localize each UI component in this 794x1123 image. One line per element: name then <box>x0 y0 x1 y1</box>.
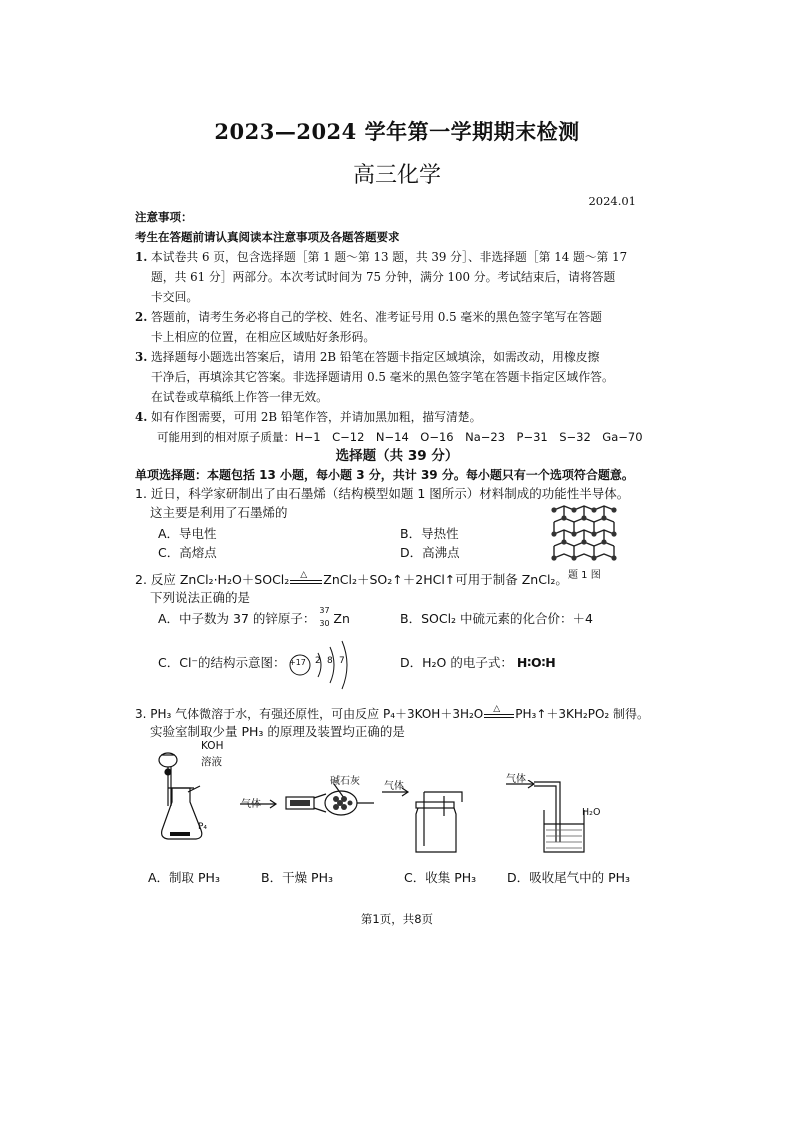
q2-heating-arrow <box>289 569 323 588</box>
q1-stem-2: 这主要是利用了石墨烯的 <box>150 505 288 520</box>
notice-item-number: 3. <box>135 350 148 364</box>
notice-item-2 <box>135 307 665 347</box>
notice-line: 答题前，请考生务必将自己的学校、姓名、准考证号用 0.5 毫米的黑色签字笔写在答题 <box>151 310 602 324</box>
shell-electrons-1: 2 <box>315 656 321 666</box>
q1-figure-caption: 题 1 图 <box>568 570 601 581</box>
section-heading: 选择题（共 39 分） <box>335 448 459 464</box>
q2-option-b: B．SOCl₂ 中硫元素的化合价：＋4 <box>400 611 593 626</box>
equals-sign <box>484 714 514 718</box>
shell-electrons-2: 8 <box>327 656 333 666</box>
q2-option-c: C．Cl⁻的结构示意图： <box>158 655 286 670</box>
q3-option-c: C．收集 PH₃ <box>404 870 477 885</box>
notice-block <box>135 207 665 447</box>
notice-line: 选择题每小题选出答案后，请用 2B 铅笔在答题卡指定区域填涂，如需改动，用橡皮擦 <box>151 350 600 364</box>
atomic-masses: 可能用到的相对原子质量：H−1 C−12 N−14 O−16 Na−23 P−31 S−32 Ga−70 <box>157 430 643 444</box>
notice-item-1 <box>135 247 665 307</box>
apparatus-d-absorption-beaker <box>504 780 594 856</box>
label-solution: 溶液 <box>201 756 222 768</box>
electron-formula: H∶O∶H <box>516 655 556 670</box>
notice-line: 如有作图需要，可用 2B 铅笔作答，并请加黑加粗，描写清楚。 <box>151 410 482 424</box>
label-soda-lime: 碱石灰 <box>330 776 360 787</box>
element-symbol: Zn <box>333 611 350 626</box>
subject-title: 高三化学 <box>352 163 441 188</box>
delta-icon: △ <box>493 703 501 714</box>
shell-electrons-3: 7 <box>339 656 345 666</box>
q1-option-d: D．高沸点 <box>400 545 460 560</box>
apparatus-b-drying-tube <box>238 782 378 822</box>
label-koh: KOH <box>201 740 224 752</box>
notice-line: 本试卷共 6 页，包含选择题［第 1 题～第 13 题，共 39 分］、非选择题［第 14 题～第 17 <box>151 250 628 264</box>
notice-line: 在试卷或草稿纸上作答一律无效。 <box>151 390 328 404</box>
notice-item-number: 1. <box>135 250 148 264</box>
q3-option-b: B．干燥 PH₃ <box>261 870 333 885</box>
mass-number: 37 <box>319 605 330 615</box>
nucleus-charge: +17 <box>289 658 306 667</box>
notice-heading: 注意事项： <box>135 210 193 224</box>
label-gas-c: 气体 <box>384 781 404 792</box>
q3-heating-arrow <box>483 703 515 722</box>
apparatus-c-collection-bottle <box>380 786 470 856</box>
nuclide-notation <box>319 605 333 628</box>
q3-stem-part-b: PH₃↑＋3KH₂PO₂ 制得。 <box>515 707 650 721</box>
q1-option-a: A．导电性 <box>158 526 217 541</box>
q2-option-d <box>400 653 556 671</box>
q2-stem <box>135 570 568 590</box>
q2-stem-2: 下列说法正确的是 <box>150 590 251 605</box>
q3-stem-part-a: 3. PH₃ 气体微溶于水，有强还原性，可由反应 P₄＋3KOH＋3H₂O <box>135 707 484 721</box>
notice-item-number: 2. <box>135 310 148 324</box>
graphene-structure-figure <box>548 502 620 564</box>
label-water: H₂O <box>582 807 601 818</box>
q2-option-a <box>158 605 350 628</box>
notice-line: 题，共 61 分］两部分。本次考试时间为 75 分钟，满分 100 分。考试结束后，请将答题 <box>151 270 616 284</box>
notice-line: 卡交回。 <box>151 290 199 304</box>
q2-stem-part-a: 2. 反应 ZnCl₂·H₂O＋SOCl₂ <box>135 572 290 587</box>
label-gas-d: 气体 <box>506 774 526 785</box>
equals-sign <box>290 580 322 584</box>
notice-intro: 考生在答题前请认真阅读本注意事项及各题答题要求 <box>135 230 400 244</box>
notice-item-3 <box>135 347 665 407</box>
q3-stem-2: 实验室制取少量 PH₃ 的原理及装置均正确的是 <box>150 724 405 739</box>
page-number: 第1页，共8页 <box>360 912 434 926</box>
atomic-number: 30 <box>319 618 330 628</box>
label-p4: P₄ <box>198 822 208 832</box>
exam-title: 2023—2024 学年第一学期期末检测 <box>214 119 580 144</box>
notice-line: 干净后，再填涂其它答案。非选择题请用 0.5 毫米的黑色签字笔在答题卡指定区域作答。 <box>151 370 614 384</box>
q2-option-a-text: A．中子数为 37 的锌原子： <box>158 611 316 626</box>
section-instruction: 单项选择题：本题包括 13 小题，每小题 3 分，共计 39 分。每小题只有一个选项符合题意。 <box>135 468 634 482</box>
q1-option-c: C．高熔点 <box>158 545 217 560</box>
q2-option-d-text: D．H₂O 的电子式： <box>400 655 513 670</box>
notice-item-4 <box>135 407 665 427</box>
notice-line: 卡上相应的位置，在相应区域贴好条形码。 <box>151 330 376 344</box>
exam-date: 2024.01 <box>588 194 636 208</box>
q1-option-b: B．导热性 <box>400 526 459 541</box>
label-gas-b: 气体 <box>241 799 261 810</box>
q3-stem <box>135 704 649 724</box>
q3-option-a: A．制取 PH₃ <box>148 870 220 885</box>
q3-option-d: D．吸收尾气中的 PH₃ <box>507 870 631 885</box>
q2-stem-part-b: ZnCl₂＋SO₂↑＋2HCl↑可用于制备 ZnCl₂。 <box>323 572 568 587</box>
notice-item-number: 4. <box>135 410 148 424</box>
q1-stem: 1. 近日，科学家研制出了由石墨烯（结构模型如题 1 图所示）材料制成的功能性半导体。 <box>135 486 630 501</box>
delta-icon: △ <box>300 569 308 580</box>
